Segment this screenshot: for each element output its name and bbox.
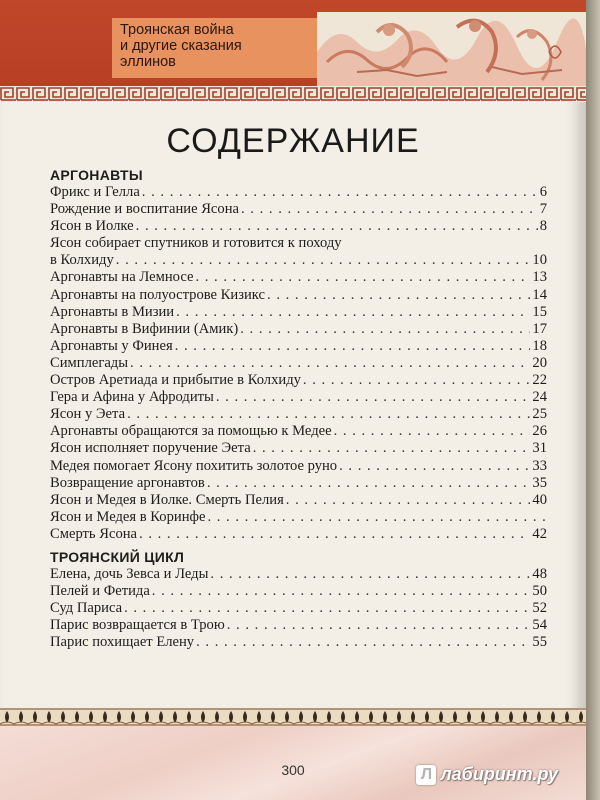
entry-title: Суд Париса (50, 600, 123, 617)
dot-leader (176, 304, 530, 321)
entry-page: 31 (532, 440, 547, 457)
dot-leader (303, 372, 530, 389)
entry-page: 42 (532, 525, 547, 542)
entry-page: 14 (532, 286, 547, 303)
greek-figures-illustration (317, 12, 586, 86)
toc-entry[interactable] (50, 634, 547, 651)
dot-leader (227, 617, 531, 634)
entry-page: 20 (532, 354, 547, 371)
dot-leader (253, 440, 531, 457)
header-band (0, 0, 586, 86)
table-of-contents (50, 167, 547, 651)
entry-page: 26 (532, 423, 547, 440)
book-title-line-3: эллинов (120, 54, 176, 70)
entry-title: Ясон в Иолке (50, 218, 134, 235)
toc-entry[interactable] (50, 583, 547, 600)
site-watermark (416, 764, 558, 785)
entry-title: Пелей и Фетида (50, 583, 150, 600)
entry-title: Аргонавты в Мизии (50, 303, 175, 320)
entry-page: 54 (532, 617, 547, 634)
entry-page: 6 (539, 184, 547, 200)
entry-title: Ясон и Медея в Коринфе (50, 508, 206, 525)
toc-entry[interactable] (50, 406, 547, 423)
dot-leader (240, 321, 530, 338)
entry-page: 33 (532, 457, 547, 474)
entry-title: Елена, дочь Зевса и Леды (50, 565, 209, 582)
dot-leader (286, 492, 531, 509)
entry-title: Парис возвращается в Трою (50, 617, 225, 634)
entry-page: 10 (532, 252, 547, 269)
dot-leader (339, 458, 530, 475)
book-binding-edge (586, 0, 600, 800)
dot-leader (130, 355, 530, 372)
entry-title: Аргонавты обращаются за помощью к Медее (50, 423, 332, 440)
section-title-trojan-cycle: ТРОЯНСКИЙ ЦИКЛ (50, 548, 185, 565)
dot-leader (207, 475, 531, 492)
toc-entry[interactable] (50, 321, 547, 338)
entry-title: Аргонавты на полуострове Кизикс (50, 286, 266, 303)
header-illustration (317, 12, 586, 86)
dot-leader (334, 423, 531, 440)
dot-leader (207, 509, 545, 526)
entry-page: 17 (532, 320, 547, 337)
section-title-argonauts: АРГОНАВТЫ (50, 167, 143, 183)
page-number: 300 (281, 762, 305, 778)
toc-entry[interactable] (50, 600, 547, 617)
toc-entry[interactable] (50, 304, 547, 321)
entry-title: Аргонавты у Финея (50, 337, 173, 354)
dot-leader (136, 218, 538, 235)
entry-page: 8 (539, 218, 547, 235)
watermark-text: лабиринт.ру (440, 764, 558, 784)
entry-title-continued: в Колхиду (50, 252, 114, 269)
entry-page: 52 (532, 600, 547, 617)
palmette-ornament (0, 708, 586, 726)
entry-title: Аргонавты на Лемносе (50, 269, 194, 286)
book-title-label (112, 18, 317, 78)
toc-entry[interactable] (50, 475, 547, 492)
entry-page: 18 (532, 337, 547, 354)
entry-title: Аргонавты в Вифинии (Амик) (50, 320, 239, 337)
toc-entry[interactable] (50, 509, 547, 526)
dot-leader (196, 634, 530, 651)
toc-entry[interactable] (50, 389, 547, 406)
dot-leader (210, 566, 530, 583)
book-title-line-2: и другие сказания (120, 38, 242, 54)
greek-key-pattern (0, 86, 586, 102)
dot-leader (152, 583, 531, 600)
dot-leader (139, 526, 530, 543)
toc-entry[interactable] (50, 338, 547, 355)
toc-entry[interactable] (50, 218, 547, 235)
dot-leader (127, 406, 530, 423)
entry-title: Рождение и воспитание Ясона (50, 201, 239, 218)
toc-entry[interactable] (50, 423, 547, 440)
toc-entry[interactable] (50, 617, 547, 634)
entry-page: 13 (532, 269, 547, 286)
entry-title: Ясон собирает спутников и готовится к походу (50, 235, 342, 252)
entry-title: Гера и Афина у Афродиты (50, 389, 214, 406)
entry-page: 50 (532, 583, 547, 600)
entry-title: Остров Аретиада и прибытие в Колхиду (50, 372, 301, 389)
toc-entry[interactable] (50, 201, 547, 218)
entry-page: 40 (532, 491, 547, 508)
entry-page: 7 (539, 201, 547, 218)
toc-entry[interactable] (50, 440, 547, 457)
dot-leader (175, 338, 531, 355)
dot-leader (241, 201, 538, 218)
entry-title: Ясон у Эета (50, 406, 126, 423)
toc-entry[interactable] (50, 458, 547, 475)
labirint-logo-icon: Л (416, 765, 436, 785)
dot-leader (267, 287, 530, 304)
entry-page: 24 (532, 389, 547, 406)
toc-entry[interactable] (50, 355, 547, 372)
entry-title: Ясон исполняет поручение Эета (50, 440, 251, 457)
entry-page: 25 (532, 406, 547, 423)
book-title-line-1: Троянская война (120, 22, 234, 38)
toc-entry[interactable] (50, 526, 547, 543)
dot-leader (216, 389, 531, 406)
meander-border-top (0, 86, 586, 102)
entry-page: 15 (532, 303, 547, 320)
entry-title: Медея помогает Ясону похитить золотое руно (50, 457, 338, 474)
toc-entry-multiline[interactable] (50, 235, 547, 269)
toc-entry[interactable] (50, 372, 547, 389)
dot-leader (116, 252, 531, 269)
toc-entry[interactable] (50, 269, 547, 286)
entry-page: 48 (532, 565, 547, 582)
toc-entry[interactable] (50, 566, 547, 583)
dot-leader (195, 269, 530, 286)
dot-leader (142, 184, 538, 201)
dot-leader (124, 600, 530, 617)
entry-page: 22 (532, 372, 547, 389)
toc-entry[interactable] (50, 184, 547, 201)
entry-title: Симплегады (50, 354, 129, 371)
entry-title: Ясон и Медея в Иолке. Смерть Пелия (50, 491, 284, 508)
toc-entry[interactable] (50, 287, 547, 304)
entry-page: 35 (532, 474, 547, 491)
page-heading: СОДЕРЖАНИЕ (166, 122, 420, 160)
entry-title: Парис похищает Елену (50, 634, 195, 651)
entry-page: 55 (532, 634, 547, 651)
footer-ornament-band (0, 708, 586, 726)
entry-title: Смерть Ясона (50, 525, 138, 542)
entry-title: Возвращение аргонавтов (50, 474, 205, 491)
entry-title: Фрикс и Гелла (50, 184, 140, 200)
toc-entry[interactable] (50, 492, 547, 509)
